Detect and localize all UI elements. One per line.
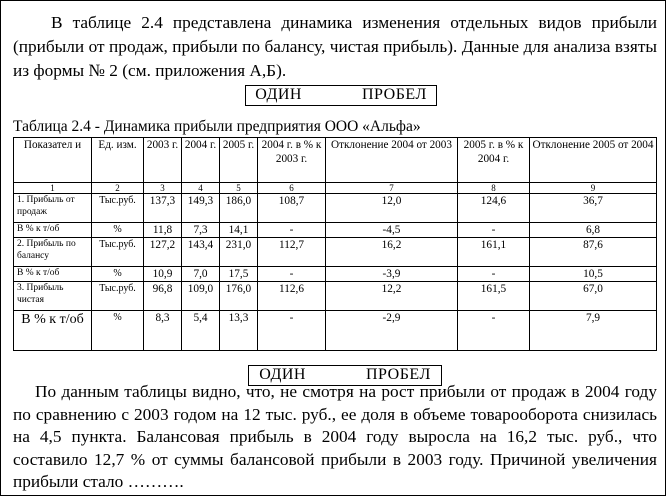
value-cell: -4,5: [326, 223, 458, 238]
value-cell: 12,2: [326, 282, 458, 311]
table-row: [14, 223, 657, 238]
header-cell: 2005 г. в % к 2004 г.: [458, 138, 530, 183]
value-cell: 231,0: [220, 238, 258, 267]
value-cell: 67,0: [530, 282, 657, 311]
value-cell: 127,2: [144, 238, 182, 267]
separator-word-1: ОДИН: [255, 86, 302, 103]
unit-cell: Тыс.руб.: [92, 194, 144, 223]
header-cell: Отклонение 2005 от 2004: [530, 138, 657, 183]
header-cell: 2004 г. в % к 2003 г.: [258, 138, 326, 183]
value-cell: 176,0: [220, 282, 258, 311]
value-cell: -3,9: [326, 267, 458, 282]
unit-cell: %: [92, 223, 144, 238]
column-number: 9: [530, 183, 657, 194]
separator-box-top: [245, 85, 437, 106]
row-label: В % к т/об: [14, 267, 92, 282]
column-number: 4: [182, 183, 220, 194]
value-cell: 13,3: [220, 311, 258, 351]
unit-cell: Тыс.руб.: [92, 282, 144, 311]
table-header-row: [14, 138, 657, 183]
column-number: 7: [326, 183, 458, 194]
value-cell: -: [258, 223, 326, 238]
header-cell: Ед. изм.: [92, 138, 144, 183]
value-cell: 124,6: [458, 194, 530, 223]
value-cell: 143,4: [182, 238, 220, 267]
value-cell: 8,3: [144, 311, 182, 351]
value-cell: 14,1: [220, 223, 258, 238]
header-cell: Показател и: [14, 138, 92, 183]
value-cell: -: [258, 267, 326, 282]
conclusion-text: По данным таблицы видно, что, не смотря на рост прибыли от продаж в 2004 году по сравнению с 2003 годом на 12 тыс. руб., ее доля в объеме товарооборота снизилась на 4,5 пункта. Балансовая прибыль в 2004 году выросла на 16,2 тыс. руб., что составило 12,7 % от суммы балансовой прибыли в 2003 году. Причиной увеличения прибыли стало ……….: [13, 382, 657, 491]
column-number: 6: [258, 183, 326, 194]
value-cell: -: [258, 311, 326, 351]
value-cell: 6,8: [530, 223, 657, 238]
row-label: 1. Прибыль от продаж: [14, 194, 92, 223]
row-label: В % к т/об: [14, 223, 92, 238]
value-cell: 109,0: [182, 282, 220, 311]
value-cell: -: [458, 267, 530, 282]
value-cell: 7,3: [182, 223, 220, 238]
value-cell: 87,6: [530, 238, 657, 267]
value-cell: 112,6: [258, 282, 326, 311]
separator-word-2: ПРОБЕЛ: [361, 86, 427, 103]
row-label: 3. Прибыль чистая: [14, 282, 92, 311]
unit-cell: %: [92, 311, 144, 351]
table-row: [14, 282, 657, 311]
value-cell: 161,1: [458, 238, 530, 267]
value-cell: 112,7: [258, 238, 326, 267]
value-cell: 5,4: [182, 311, 220, 351]
value-cell: 161,5: [458, 282, 530, 311]
header-cell: 2004 г.: [182, 138, 220, 183]
table-row: [14, 194, 657, 223]
value-cell: 186,0: [220, 194, 258, 223]
intro-text: В таблице 2.4 представлена динамика изменения отдельных видов прибыли (прибыли от продаж, прибыли по балансу, чистая прибыль). Данные для анализа взяты из формы № 2 (см. приложения А,Б).: [13, 13, 657, 80]
table-row: [14, 311, 657, 351]
conclusion-paragraph: [13, 381, 657, 494]
value-cell: -2,9: [326, 311, 458, 351]
value-cell: -: [458, 223, 530, 238]
column-number: 3: [144, 183, 182, 194]
intro-paragraph: [13, 11, 657, 83]
column-number-row: [14, 183, 657, 194]
header-cell: 2003 г.: [144, 138, 182, 183]
unit-cell: %: [92, 267, 144, 282]
header-cell: Отклонение 2004 от 2003: [326, 138, 458, 183]
value-cell: 108,7: [258, 194, 326, 223]
value-cell: 12,0: [326, 194, 458, 223]
value-cell: 7,9: [530, 311, 657, 351]
header-cell: 2005 г.: [220, 138, 258, 183]
column-number: 2: [92, 183, 144, 194]
value-cell: 10,9: [144, 267, 182, 282]
value-cell: 16,2: [326, 238, 458, 267]
column-number: 1: [14, 183, 92, 194]
value-cell: 10,5: [530, 267, 657, 282]
separator-word-2: ПРОБЕЛ: [365, 366, 431, 383]
value-cell: 17,5: [220, 267, 258, 282]
column-number: 5: [220, 183, 258, 194]
value-cell: 36,7: [530, 194, 657, 223]
value-cell: -: [458, 311, 530, 351]
value-cell: 149,3: [182, 194, 220, 223]
unit-cell: Тыс.руб.: [92, 238, 144, 267]
profit-dynamics-table: [13, 137, 657, 351]
table-title: Таблица 2.4 - Динамика прибыли предприятия ООО «Альфа»: [13, 118, 421, 135]
table-row: [14, 267, 657, 282]
value-cell: 96,8: [144, 282, 182, 311]
value-cell: 137,3: [144, 194, 182, 223]
value-cell: 7,0: [182, 267, 220, 282]
row-label: В % к т/об: [14, 311, 92, 351]
row-label: 2. Прибыль по балансу: [14, 238, 92, 267]
column-number: 8: [458, 183, 530, 194]
value-cell: 11,8: [144, 223, 182, 238]
table-row: [14, 238, 657, 267]
separator-word-1: ОДИН: [259, 366, 306, 383]
